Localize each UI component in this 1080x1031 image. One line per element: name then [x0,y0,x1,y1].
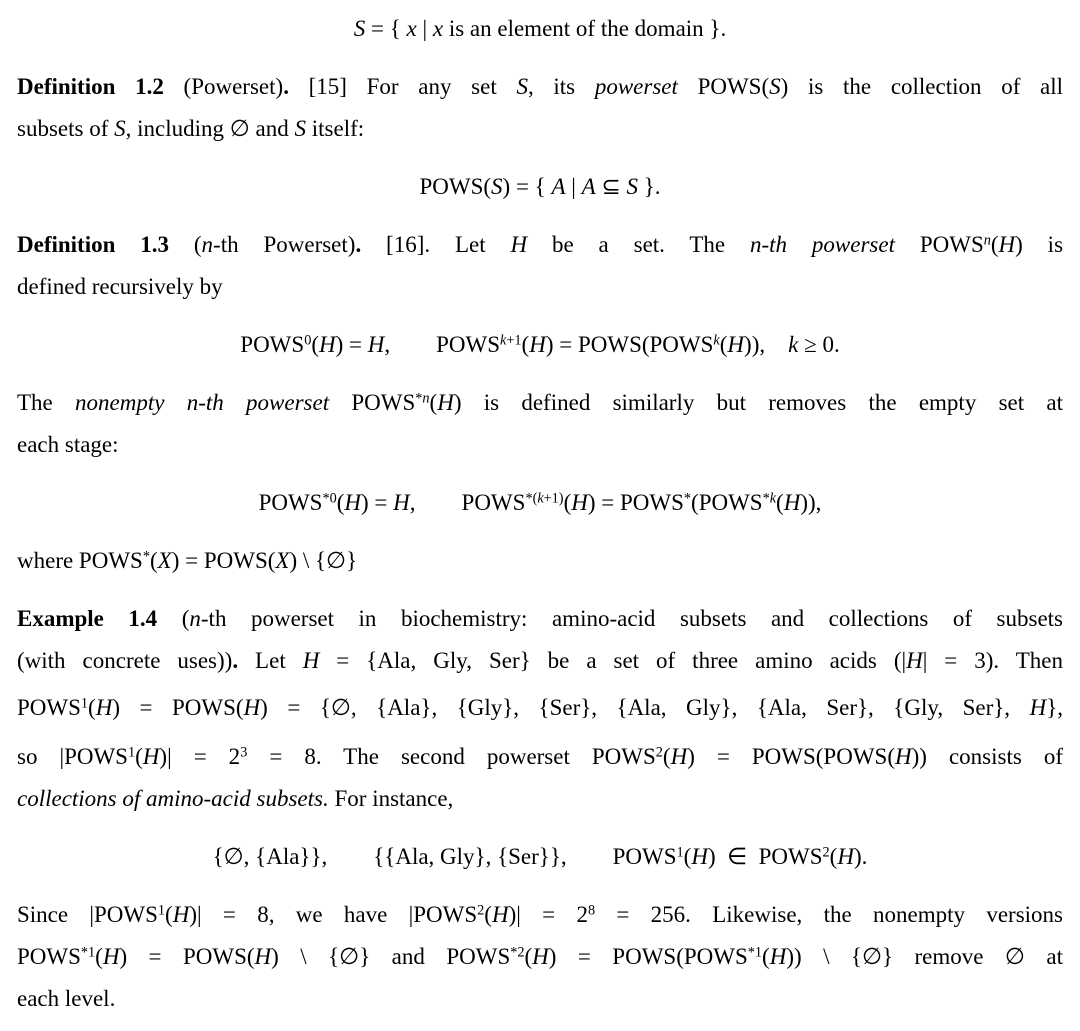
text-run: H [670,744,688,769]
text-run: ). [853,844,868,869]
text-run: H [95,695,113,720]
text-run: H [510,232,528,257]
text-line [17,382,1063,424]
text-run: ( [484,902,492,927]
superscript-text: k [537,490,544,507]
text-line [17,324,1063,366]
text-run: . [283,74,289,99]
text-run: ( [165,902,173,927]
text-run: )) \ {∅} remove ∅ at [786,944,1063,969]
text-line [17,640,1063,682]
text-line [17,224,1063,266]
text-line [17,424,1063,466]
superscript-text: *0 [322,490,337,507]
text-run: each level. [17,986,116,1011]
text-run: H [102,944,120,969]
superscript-text: n [983,232,991,249]
text-run: ( [429,390,438,415]
text-run: x [432,16,444,41]
superscript-text: n [422,390,430,407]
text-run: )), [744,332,789,357]
superscript-text: 2 [477,902,485,919]
text-run: (Powerset) [163,74,284,99]
text-run: POWS [17,695,81,720]
text-run: ( [762,944,770,969]
text-run: ) is the collection of all [780,74,1064,99]
text-run: ) = POWS(POWS [545,332,714,357]
text-run: n [201,232,214,257]
text-run: ≥ 0. [798,332,840,357]
superscript-text: 1 [157,902,166,919]
text-run: , [409,490,462,515]
text-run: n [189,606,201,631]
text-run: | [416,16,433,41]
text-run: ( [776,490,784,515]
text-run: S [491,174,503,199]
text-run: = {Ala, Gly, Ser} be a set of three amino acids (| [319,648,907,673]
superscript-text: * [415,390,423,407]
text-line [17,266,1063,308]
text-run: POWS( [419,174,492,199]
text-line [17,598,1063,640]
text-run: ( [88,695,96,720]
text-run: S [353,16,366,41]
text-run: H [727,332,745,357]
text-line [17,482,1063,524]
text-run: S [769,74,781,99]
superscript-text: 2 [822,844,830,861]
text-run: H [437,390,454,415]
superscript-text: 3 [240,744,248,761]
text-run: ⊆ [595,174,627,199]
text-run: )| = 2 [508,902,588,927]
paragraph-cardinality-conclusion [17,894,1063,1020]
paragraph-definition-1-3 [17,224,1063,308]
text-run: -th powerset in biochemistry: amino-acid subsets and collections of subsets [200,606,1064,631]
text-run: POWS [461,490,526,515]
text-run: = 256. Likewise, the nonempty versions [595,902,1063,927]
text-run: = { [365,16,407,41]
text-run: each stage: [17,432,119,457]
text-run: H [393,490,410,515]
text-run: H [691,844,708,869]
text-run: ( [135,744,143,769]
superscript-text: k [713,332,720,349]
paragraph-nonempty-powerset [17,382,1063,466]
text-run: where POWS [17,548,143,573]
text-line [17,836,1063,878]
text-run: H [367,332,385,357]
text-run: H [895,744,912,769]
superscript-text: * [142,548,150,565]
text-run: ) is [1015,232,1064,257]
text-run: }, [1046,695,1063,720]
text-run: ( [95,944,103,969]
text-run: }. [637,174,661,199]
text-run: so |POWS [17,744,128,769]
text-run: H [344,490,362,515]
text-run: ( [662,744,671,769]
text-run: be a set. The [527,232,750,257]
text-run: ( [149,548,158,573]
text-run: ) = POWS( [119,944,255,969]
text-run: itself: [306,116,365,141]
text-run: Let [238,648,303,673]
superscript-text: +1) [543,490,564,507]
text-run: = 8. The second powerset POWS [247,744,656,769]
superscript-text: 1 [80,695,89,712]
text-run: ( [336,490,345,515]
text-line [17,736,1063,778]
display-equation-membership [17,836,1063,878]
text-run: collections of amino-acid subsets. [17,786,329,811]
superscript-text: 0 [304,332,312,349]
text-run: ) \ {∅} [289,548,358,573]
text-run: Since |POWS [17,902,158,927]
text-run: POWS [240,332,305,357]
text-run: (POWS [691,490,763,515]
text-run: H [254,944,272,969]
text-run: ) = [335,332,368,357]
text-run: )) consists of [911,744,1063,769]
text-run: POWS [329,390,416,415]
display-equation-set-builder [17,8,1063,50]
text-run: nonempty n-th powerset [75,390,330,415]
superscript-text: *2 [510,944,525,961]
text-run: H [571,490,588,515]
superscript-text: k [769,490,777,507]
text-run: A [581,174,596,199]
text-line [17,108,1063,150]
superscript-text: 1 [676,844,684,861]
text-run: , including ∅ and [125,116,295,141]
text-run: A [551,174,566,199]
text-run: ) = POWS [587,490,684,515]
text-run: ) = [361,490,394,515]
text-run: ) = POWS( [112,695,244,720]
text-run: -th Powerset) [213,232,356,257]
text-run: H [1029,695,1047,720]
text-run: POWS [17,944,81,969]
superscript-text: *1 [80,944,96,961]
text-run: POWS [612,844,677,869]
text-run: S [516,74,528,99]
text-run: H [302,648,320,673]
text-run: {∅, {Ala}}, [212,844,374,869]
text-run: . [232,648,239,673]
text-line [17,894,1063,936]
text-run: ( [311,332,319,357]
text-run: k [788,332,799,357]
text-run: ( [169,232,202,257]
text-run: ( [563,490,572,515]
text-run: ) = POWS(POWS( [687,744,895,769]
text-run: H [172,902,190,927]
text-run: ) \ {∅} and POWS [271,944,511,969]
text-run: S [114,116,126,141]
superscript-text: *1 [747,944,763,961]
text-run: For instance, [328,786,454,811]
text-run: ( [990,232,999,257]
text-run: POWS( [677,74,770,99]
text-line [17,540,1063,582]
display-equation-powerset [17,166,1063,208]
text-run: ( [829,844,838,869]
superscript-text: 2 [655,744,663,761]
text-run: , its [527,74,595,99]
text-run: POWS [258,490,323,515]
text-run: {{Ala, Gly}, {Ser}}, [373,844,613,869]
text-run: (with concrete uses)) [17,648,233,673]
text-run: ( [157,606,190,631]
text-run: | [565,174,582,199]
text-run: | = 3). Then [922,648,1063,673]
text-run: The [17,390,76,415]
text-run: H [491,902,509,927]
text-run: X [275,548,290,573]
text-run: n-th powerset [750,232,895,257]
text-run: ) = {∅, {Ala}, {Gly}, {Ser}, {Ala, Gly}, {Ala, Ser}, {Gly, Ser}, [260,695,1030,720]
text-run: )), [800,490,822,515]
text-line [17,166,1063,208]
text-run: Definition 1.2 [17,74,164,99]
text-run: [15] For any set [288,74,517,99]
text-run: X [157,548,172,573]
text-run: is an element of the domain }. [443,16,727,41]
text-run: powerset [594,74,678,99]
paragraph-where-clause [17,540,1063,582]
text-run: , [384,332,437,357]
display-equation-nth-powerset-recursion [17,324,1063,366]
text-run: S [294,116,306,141]
text-run: ( [683,844,692,869]
text-line [17,66,1063,108]
text-run: defined recursively by [17,274,223,299]
text-run: H [532,944,549,969]
text-run: ( [719,332,728,357]
text-run: ( [524,944,533,969]
text-run: )| = 8, we have |POWS [189,902,478,927]
paragraph-definition-1-2 [17,66,1063,150]
text-line [17,8,1063,50]
superscript-text: k [500,332,507,349]
text-run: H [243,695,261,720]
display-equation-nonempty-recursion [17,482,1063,524]
superscript-text: * [683,490,692,507]
superscript-text: 8 [587,902,596,919]
text-run: H [769,944,787,969]
text-run: Example 1.4 [17,606,158,631]
text-run: H [318,332,336,357]
text-line [17,682,1063,736]
text-run: H [142,744,160,769]
superscript-text: 1 [127,744,136,761]
superscript-text: * [762,490,770,507]
text-run: H [529,332,546,357]
text-run: . [355,232,362,257]
text-run: subsets of [17,116,115,141]
text-run: ) = { [502,174,552,199]
text-run: H [837,844,854,869]
text-run: )| = 2 [159,744,241,769]
text-run: x [406,16,417,41]
text-run: H [998,232,1016,257]
text-run: ( [521,332,530,357]
text-run: POWS [894,232,984,257]
text-run: Definition 1.3 [17,232,170,257]
text-line [17,936,1063,978]
text-run: ) ∈ POWS [707,844,823,869]
text-run: H [906,648,923,673]
text-run: [16]. Let [361,232,511,257]
text-line [17,978,1063,1020]
superscript-text: *( [525,490,538,507]
paragraph-example-1-4 [17,598,1063,820]
text-run: S [626,174,638,199]
text-run: ) = POWS( [171,548,276,573]
superscript-text: +1 [506,332,522,349]
text-line [17,778,1063,820]
text-run: ) is defined similarly but removes the empty set at [453,390,1064,415]
text-run: ) = POWS(POWS [548,944,748,969]
text-run: H [783,490,801,515]
text-run: POWS [436,332,501,357]
